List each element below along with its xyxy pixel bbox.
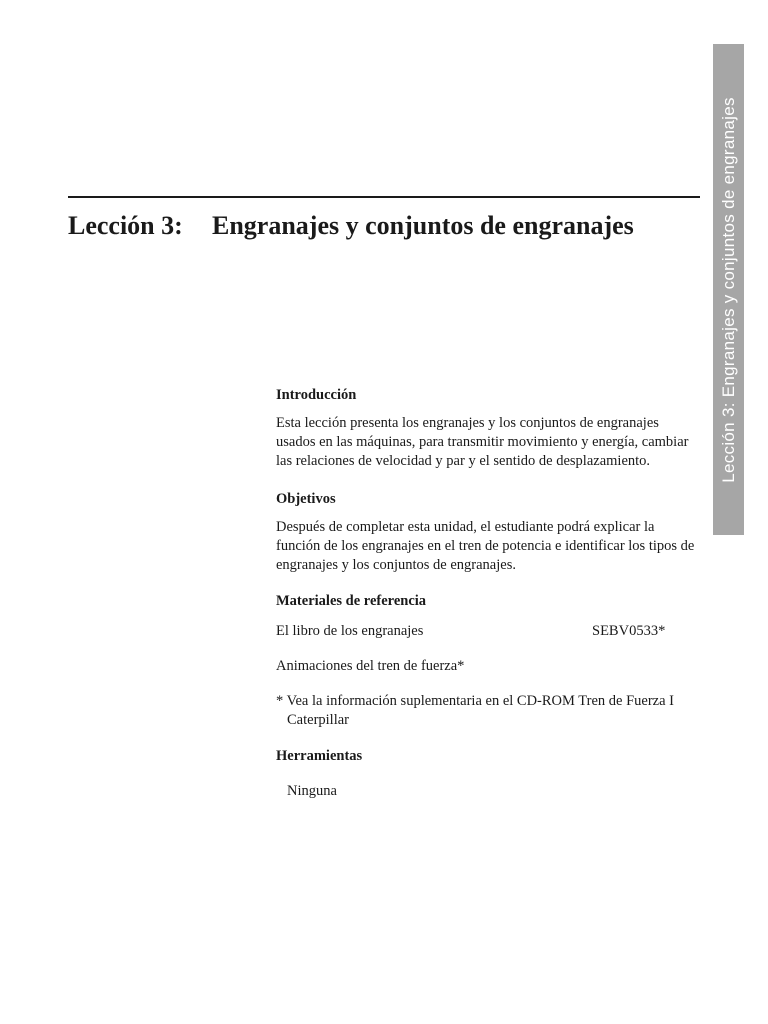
reference-item-name: Animaciones del tren de fuerza* (276, 658, 465, 674)
lesson-name: Engranajes y conjuntos de engranajes (212, 211, 634, 240)
side-tab (713, 44, 744, 535)
lesson-title (68, 211, 634, 241)
lesson-content (276, 386, 700, 801)
reference-item-code: SEBV0533* (592, 623, 666, 639)
reference-footnote: * Vea la información suplementaria en el CD-ROM Tren de Fuerza I Caterpillar (276, 693, 674, 728)
herramientas-value: Ninguna (287, 783, 337, 799)
reference-item-name: El libro de los engranajes (276, 623, 424, 639)
materiales-heading: Materiales de referencia (276, 593, 427, 609)
reference-item (276, 657, 700, 676)
lesson-number: Lección 3: (68, 211, 183, 240)
reference-item (276, 622, 700, 641)
title-rule (68, 196, 700, 198)
objetivos-heading: Objetivos (276, 491, 336, 507)
objetivos-body: Después de completar esta unidad, el estudiante podrá explicar la función de los engranajes en el tren de potencia e identificar los tipos de engranajes y los conjuntos de engranajes. (276, 519, 695, 573)
side-tab-label: Lección 3: Engranajes y conjuntos de engranajes (718, 96, 738, 483)
introduccion-body: Esta lección presenta los engranajes y los conjuntos de engranajes usados en las máquinas, para transmitir movimiento y energía, cambiar las relaciones de velocidad y par y el sentido de desplazamiento. (276, 415, 689, 469)
introduccion-heading: Introducción (276, 387, 357, 403)
herramientas-heading: Herramientas (276, 748, 363, 764)
